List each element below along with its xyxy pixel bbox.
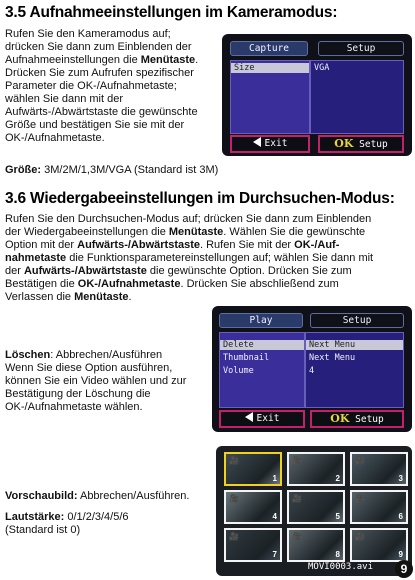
lautstaerke-block bbox=[5, 511, 129, 537]
loeschen-block bbox=[5, 349, 210, 414]
text-run: die gewünschte Option. Drücken Sie zum bbox=[146, 265, 352, 277]
value-vga: VGA bbox=[314, 63, 330, 73]
thumbnail-tile bbox=[224, 528, 282, 562]
text-run: Größe und bestätigen Sie sie mit der bbox=[5, 119, 185, 131]
thumbnail-tile bbox=[287, 490, 345, 524]
tab-setup: Setup bbox=[318, 41, 404, 56]
thumbnail-filename: MOVI0003.avi bbox=[308, 562, 374, 572]
text-run: OK-/Aufnahmetaste. bbox=[5, 132, 105, 144]
thumbnail-number: 5 bbox=[335, 512, 340, 521]
text-run: Drücken Sie zum Aufrufen spezifischer bbox=[5, 67, 194, 79]
text-run: . bbox=[195, 54, 199, 66]
play-menu-screen bbox=[212, 306, 412, 432]
section-3-5-body bbox=[5, 28, 225, 145]
section-heading-3-6: 3.6 Wiedergabeeinstellungen im Durchsuchen-Modus: bbox=[5, 190, 395, 207]
bold-run: OK-/Auf- bbox=[294, 239, 340, 251]
bold-run: Menütaste bbox=[168, 226, 224, 238]
video-camera-icon: 🎥 bbox=[229, 456, 239, 465]
section-3-6-line bbox=[5, 213, 415, 226]
section-3-6-body bbox=[5, 213, 415, 304]
option-delete: Delete bbox=[220, 340, 304, 350]
option-volume: Volume bbox=[223, 366, 254, 376]
section-heading-3-5: 3.5 Aufnahmeeinstellungen im Kameramodus: bbox=[5, 4, 338, 21]
vorschau-line bbox=[5, 490, 189, 503]
thumbnail-number: 7 bbox=[272, 550, 277, 559]
loeschen-line bbox=[5, 349, 210, 362]
video-camera-icon: 🎥 bbox=[292, 494, 302, 503]
play-options-panel bbox=[219, 332, 305, 408]
exit-label: Exit bbox=[264, 138, 288, 149]
bold-run: Menütaste bbox=[140, 54, 196, 66]
section-3-6-line bbox=[5, 291, 415, 304]
text-run: Verlassen die bbox=[5, 291, 75, 303]
ok-label: OK bbox=[334, 137, 354, 150]
text-run: Parameter die OK-/Aufnahmetaste; bbox=[5, 80, 177, 92]
exit-button bbox=[230, 135, 310, 153]
loeschen-label: Löschen bbox=[5, 349, 51, 361]
section-3-5-line bbox=[5, 106, 225, 119]
section-3-5-line bbox=[5, 80, 225, 93]
thumbnail-number: 3 bbox=[398, 474, 403, 483]
text-run: der bbox=[5, 265, 24, 277]
play-values-panel bbox=[305, 332, 404, 408]
text-run: wählen Sie dann mit der bbox=[5, 93, 124, 105]
thumbnail-number: 4 bbox=[272, 512, 277, 521]
video-camera-icon: 🎥 bbox=[355, 532, 365, 541]
thumbnail-tile bbox=[350, 528, 408, 562]
ok-setup-button bbox=[318, 135, 404, 153]
thumbnail-tile bbox=[350, 490, 408, 524]
section-3-6-line bbox=[5, 265, 415, 278]
lautstaerke-line bbox=[5, 511, 129, 524]
loeschen-value: : Abbrechen/Ausführen bbox=[50, 349, 163, 361]
section-3-5-line bbox=[5, 132, 225, 145]
bold-run: nahmetaste bbox=[5, 252, 67, 264]
lautstaerke-label: Lautstärke: bbox=[5, 511, 65, 523]
page-number: 9 bbox=[395, 560, 413, 578]
thumbnail-tile bbox=[224, 452, 282, 486]
bold-run: Aufwärts-/Abwärtstaste bbox=[23, 265, 147, 277]
text-run: Rufen Sie den Kameramodus auf; bbox=[5, 28, 171, 40]
video-camera-icon: 🎥 bbox=[355, 456, 365, 465]
video-camera-icon: 🎥 bbox=[229, 494, 239, 503]
section-3-6-line bbox=[5, 278, 415, 291]
exit-button-2 bbox=[219, 410, 305, 428]
thumbnail-tile bbox=[350, 452, 408, 486]
setup-label: Setup bbox=[359, 139, 388, 150]
option-thumbnail: Thumbnail bbox=[223, 353, 270, 363]
capture-values-panel bbox=[310, 60, 404, 134]
text-run: Option mit der bbox=[5, 239, 78, 251]
thumbnail-preview-screen bbox=[216, 446, 412, 576]
text-run: die Funktionsparametereinstellungen auf; wählen Sie dann mit bbox=[66, 252, 374, 264]
loeschen-desc-1: Wenn Sie diese Option ausführen, bbox=[5, 362, 173, 374]
text-run: . Wählen Sie die gewünschte bbox=[223, 226, 366, 238]
option-size: Size bbox=[231, 63, 309, 73]
thumbnail-number: 9 bbox=[398, 550, 403, 559]
bold-run: Menütaste bbox=[74, 291, 129, 303]
text-run: Rufen Sie den Durchsuchen-Modus auf; drücken Sie dann zum Einblenden bbox=[5, 213, 372, 225]
capture-options-panel bbox=[230, 60, 310, 134]
text-run: . bbox=[128, 291, 132, 303]
video-camera-icon: 🎥 bbox=[292, 456, 302, 465]
tab-play: Play bbox=[219, 313, 303, 328]
section-3-5-line bbox=[5, 54, 225, 67]
thumbnail-number: 6 bbox=[398, 512, 403, 521]
section-3-5-line bbox=[5, 28, 225, 41]
thumbnail-tile bbox=[287, 452, 345, 486]
loeschen-desc-4: OK-/Aufnahmetaste wählen. bbox=[5, 401, 143, 413]
groesse-value: 3M/2M/1,3M/VGA (Standard ist 3M) bbox=[41, 164, 219, 176]
text-run: . Rufen Sie mit der bbox=[200, 239, 295, 251]
exit-label-2: Exit bbox=[256, 413, 280, 424]
lautstaerke-default: (Standard ist 0) bbox=[5, 524, 81, 536]
tab-setup-2: Setup bbox=[310, 313, 404, 328]
section-3-6-line bbox=[5, 252, 415, 265]
vorschau-label: Vorschaubild: bbox=[5, 490, 78, 502]
text-run: der Wiedergabeeinstellungen die bbox=[5, 226, 169, 238]
loeschen-desc-3: Bestätigung der Löschung die bbox=[5, 388, 151, 400]
thumbnail-number: 2 bbox=[335, 474, 340, 483]
section-3-5-line bbox=[5, 41, 225, 54]
value-delete: Next Menu bbox=[306, 340, 403, 350]
text-run: . Drücken Sie abschließend zum bbox=[180, 278, 339, 290]
back-arrow-icon bbox=[253, 137, 261, 147]
text-run: drücken Sie dann zum Einblenden der bbox=[5, 41, 192, 53]
section-3-5-line bbox=[5, 119, 225, 132]
section-3-5-line bbox=[5, 67, 225, 80]
vorschau-value: Abbrechen/Ausführen. bbox=[77, 490, 190, 502]
text-run: Aufnahmeeinstellungen die bbox=[5, 54, 141, 66]
bold-run: Aufwärts-/Abwärtstaste bbox=[77, 239, 200, 251]
groesse-line bbox=[5, 164, 218, 177]
video-camera-icon: 🎥 bbox=[229, 532, 239, 541]
groesse-label: Größe: bbox=[5, 164, 42, 176]
thumbnail-tile bbox=[224, 490, 282, 524]
thumbnail-number: 8 bbox=[335, 550, 340, 559]
bold-run: OK-/Aufnahmetaste bbox=[77, 278, 181, 290]
capture-menu-screen bbox=[222, 34, 412, 156]
section-3-6-line bbox=[5, 226, 415, 239]
text-run: Aufwärts-/Abwärtstaste die gewünschte bbox=[5, 106, 198, 118]
value-thumbnail: Next Menu bbox=[309, 353, 356, 363]
text-run: Bestätigen die bbox=[5, 278, 78, 290]
setup-label-2: Setup bbox=[355, 414, 384, 425]
value-volume: 4 bbox=[309, 366, 315, 376]
ok-label-2: OK bbox=[330, 412, 350, 425]
lautstaerke-value: 0/1/2/3/4/5/6 bbox=[64, 511, 129, 523]
section-3-5-line bbox=[5, 93, 225, 106]
thumbnail-number: 1 bbox=[272, 474, 277, 483]
thumbnail-tile bbox=[287, 528, 345, 562]
back-arrow-icon-2 bbox=[245, 412, 253, 422]
video-camera-icon: 🎥 bbox=[292, 532, 302, 541]
section-3-6-line bbox=[5, 239, 415, 252]
video-camera-icon: 🎥 bbox=[355, 494, 365, 503]
tab-capture: Capture bbox=[230, 41, 308, 56]
ok-setup-button-2 bbox=[310, 410, 404, 428]
loeschen-desc-2: können Sie ein Video wählen und zur bbox=[5, 375, 187, 387]
